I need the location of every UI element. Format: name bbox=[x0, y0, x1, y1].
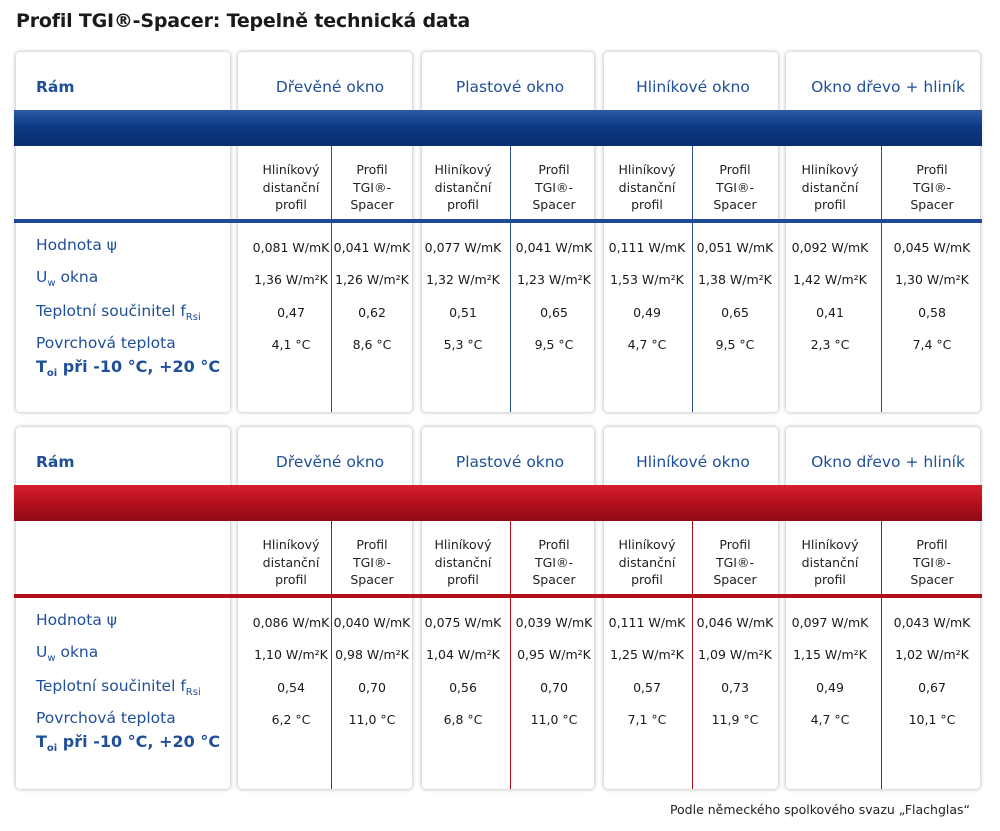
sub-header-line: TGI®- bbox=[715, 554, 755, 570]
data-cell-frsi: 0,70 bbox=[540, 680, 568, 695]
sub-header-line: Profil bbox=[356, 537, 388, 552]
data-cell-psi: 0,043 W/mK bbox=[893, 615, 971, 630]
frame-type-label: Hliníkové okno bbox=[636, 78, 750, 96]
frame-type-label: Okno dřevo + hliník bbox=[811, 453, 965, 471]
sub-header-line: TGI®- bbox=[534, 179, 574, 195]
frame-card bbox=[422, 52, 594, 412]
frame-header-label: Rám bbox=[36, 453, 75, 471]
data-cell-psi: 0,077 W/mK bbox=[424, 240, 502, 255]
row-label-uw bbox=[36, 268, 98, 289]
sub-header-line: Hliníkový bbox=[618, 537, 676, 552]
sub-header-line: TGI®- bbox=[912, 179, 952, 195]
sub-header-line: distanční bbox=[801, 554, 859, 570]
data-cell-psi: 0,045 W/mK bbox=[893, 240, 971, 255]
tgi-spacer-header bbox=[690, 536, 780, 589]
frame-card bbox=[786, 427, 980, 789]
data-cell-psi: 0,111 W/mK bbox=[608, 240, 686, 255]
sub-header-line: TGI®- bbox=[352, 179, 392, 195]
row-label-surface-temp: Povrchová teplota bbox=[36, 334, 176, 352]
sub-header-line: Spacer bbox=[532, 572, 576, 587]
column-divider bbox=[881, 521, 882, 789]
double-glazing-table bbox=[0, 52, 1000, 412]
sub-header-line: Hliníkový bbox=[262, 162, 320, 177]
data-cell-uw: 1,10 W/m²K bbox=[254, 647, 328, 662]
sub-header-line: TGI®- bbox=[912, 554, 952, 570]
sub-header-line: Profil bbox=[719, 537, 751, 552]
sub-header-line: distanční bbox=[618, 554, 676, 570]
sub-header-line: Profil bbox=[538, 537, 570, 552]
aluminium-spacer-header bbox=[785, 161, 875, 214]
aluminium-spacer-header bbox=[602, 161, 692, 214]
toi-symbol: T bbox=[36, 357, 47, 376]
frame-type-label: Hliníkové okno bbox=[636, 453, 750, 471]
glazing-band bbox=[14, 485, 982, 521]
glass-label: Dvojsklo bbox=[850, 61, 926, 79]
data-cell-psi: 0,040 W/mK bbox=[333, 615, 411, 630]
data-cell-uw: 0,95 W/m²K bbox=[517, 647, 591, 662]
data-cell-frsi: 0,70 bbox=[358, 680, 386, 695]
sub-header-line: Spacer bbox=[910, 572, 954, 587]
frame-type-label: Dřevěné okno bbox=[275, 78, 385, 96]
data-cell-psi: 0,097 W/mK bbox=[791, 615, 869, 630]
data-cell-temp: 6,8 °C bbox=[443, 712, 483, 727]
data-cell-uw: 1,04 W/m²K bbox=[426, 647, 500, 662]
row-label-frsi bbox=[36, 677, 201, 698]
data-cell-temp: 4,7 °C bbox=[810, 712, 850, 727]
glazing-type-label: Izolační dvojsklo bbox=[34, 61, 179, 79]
data-cell-temp: 4,1 °C bbox=[271, 337, 311, 352]
data-cell-frsi: 0,62 bbox=[358, 305, 386, 320]
data-cell-uw: 1,53 W/m²K bbox=[610, 272, 684, 287]
sub-header-line: Profil bbox=[916, 162, 948, 177]
sub-header-line: Spacer bbox=[350, 572, 394, 587]
uw-symbol: U bbox=[36, 643, 48, 661]
glass-label: Dvojsklo bbox=[292, 61, 368, 79]
sub-header-line: profil bbox=[275, 572, 307, 587]
sub-header-line: distanční bbox=[434, 179, 492, 195]
aluminium-spacer-header bbox=[418, 536, 508, 589]
row-label-psi: Hodnota ψ bbox=[36, 611, 118, 629]
sub-header-line: Profil bbox=[538, 162, 570, 177]
toi-symbol: T bbox=[36, 732, 47, 751]
data-cell-temp: 11,9 °C bbox=[711, 712, 759, 727]
tgi-spacer-header bbox=[509, 536, 599, 589]
uw-text: okna bbox=[55, 268, 99, 286]
data-cell-psi: 0,075 W/mK bbox=[424, 615, 502, 630]
data-cell-frsi: 0,51 bbox=[449, 305, 477, 320]
sub-header-line: Hliníkový bbox=[801, 162, 859, 177]
sub-header-line: TGI®- bbox=[534, 554, 574, 570]
glass-label: Dvojsklo bbox=[472, 61, 548, 79]
sub-header-line: Spacer bbox=[713, 197, 757, 212]
sub-header-line: profil bbox=[447, 197, 479, 212]
header-rule bbox=[14, 594, 982, 598]
data-cell-frsi: 0,57 bbox=[633, 680, 661, 695]
sub-header-line: TGI®- bbox=[715, 179, 755, 195]
toi-subscript: oi bbox=[46, 743, 58, 754]
data-cell-temp: 7,1 °C bbox=[627, 712, 667, 727]
aluminium-spacer-header bbox=[246, 161, 336, 214]
row-label-surface-temp-condition bbox=[36, 357, 220, 379]
glass-label: Dvojsklo bbox=[655, 61, 731, 79]
frame-type-label: Dřevěné okno bbox=[275, 453, 385, 471]
frame-header-label: Rám bbox=[36, 78, 75, 96]
data-cell-frsi: 0,54 bbox=[277, 680, 305, 695]
frame-type-label: Plastové okno bbox=[455, 78, 565, 96]
data-cell-temp: 7,4 °C bbox=[912, 337, 952, 352]
sub-header-line: distanční bbox=[262, 179, 320, 195]
data-cell-uw: 1,25 W/m²K bbox=[610, 647, 684, 662]
data-cell-temp: 4,7 °C bbox=[627, 337, 667, 352]
frame-card bbox=[238, 52, 412, 412]
frame-card bbox=[422, 427, 594, 789]
data-cell-temp: 2,3 °C bbox=[810, 337, 850, 352]
sub-header-line: distanční bbox=[434, 554, 492, 570]
header-rule bbox=[14, 219, 982, 223]
sub-header-line: Profil bbox=[719, 162, 751, 177]
sub-header-line: Hliníkový bbox=[618, 162, 676, 177]
data-cell-frsi: 0,58 bbox=[918, 305, 946, 320]
row-label-surface-temp: Povrchová teplota bbox=[36, 709, 176, 727]
aluminium-spacer-header bbox=[246, 536, 336, 589]
sub-header-line: Spacer bbox=[350, 197, 394, 212]
frame-card bbox=[238, 427, 412, 789]
frsi-text: Teplotní součinitel f bbox=[36, 677, 186, 695]
frame-card bbox=[786, 52, 980, 412]
data-cell-frsi: 0,41 bbox=[816, 305, 844, 320]
glass-label: Trojsklo bbox=[854, 436, 922, 454]
aluminium-spacer-header bbox=[418, 161, 508, 214]
data-cell-temp: 11,0 °C bbox=[348, 712, 396, 727]
glass-label: Trojsklo bbox=[476, 436, 544, 454]
sub-header-line: profil bbox=[275, 197, 307, 212]
frame-card bbox=[604, 52, 778, 412]
sub-header-line: distanční bbox=[801, 179, 859, 195]
toi-text: při -10 °C, +20 °C bbox=[57, 732, 221, 751]
data-cell-temp: 9,5 °C bbox=[534, 337, 574, 352]
row-label-psi: Hodnota ψ bbox=[36, 236, 118, 254]
data-cell-temp: 9,5 °C bbox=[715, 337, 755, 352]
tgi-spacer-header bbox=[509, 161, 599, 214]
frame-type-label: Plastové okno bbox=[455, 453, 565, 471]
data-cell-uw: 1,23 W/m²K bbox=[517, 272, 591, 287]
data-cell-psi: 0,111 W/mK bbox=[608, 615, 686, 630]
data-cell-psi: 0,086 W/mK bbox=[252, 615, 330, 630]
frame-type-label: Okno dřevo + hliník bbox=[811, 78, 965, 96]
data-cell-frsi: 0,65 bbox=[721, 305, 749, 320]
uw-symbol: U bbox=[36, 268, 48, 286]
sub-header-line: Hliníkový bbox=[262, 537, 320, 552]
sub-header-line: Hliníkový bbox=[434, 162, 492, 177]
row-label-frsi bbox=[36, 302, 201, 323]
data-cell-temp: 11,0 °C bbox=[530, 712, 578, 727]
uw-text: okna bbox=[55, 643, 99, 661]
tgi-spacer-header bbox=[690, 161, 780, 214]
sub-header-line: Hliníkový bbox=[801, 537, 859, 552]
data-cell-temp: 5,3 °C bbox=[443, 337, 483, 352]
sub-header-line: TGI®- bbox=[352, 554, 392, 570]
sub-header-line: profil bbox=[447, 572, 479, 587]
data-cell-uw: 1,36 W/m²K bbox=[254, 272, 328, 287]
sub-header-line: Spacer bbox=[532, 197, 576, 212]
data-cell-uw: 1,15 W/m²K bbox=[793, 647, 867, 662]
source-footnote: Podle německého spolkového svazu „Flachglas“ bbox=[669, 802, 970, 817]
glazing-band bbox=[14, 110, 982, 146]
data-cell-temp: 10,1 °C bbox=[908, 712, 956, 727]
data-cell-frsi: 0,49 bbox=[633, 305, 661, 320]
data-cell-frsi: 0,56 bbox=[449, 680, 477, 695]
data-cell-temp: 6,2 °C bbox=[271, 712, 311, 727]
data-cell-uw: 1,32 W/m²K bbox=[426, 272, 500, 287]
sub-header-line: profil bbox=[631, 197, 663, 212]
row-label-uw bbox=[36, 643, 98, 664]
row-label-surface-temp-condition bbox=[36, 732, 220, 754]
column-divider bbox=[881, 146, 882, 412]
tgi-spacer-header bbox=[327, 161, 417, 214]
data-cell-frsi: 0,73 bbox=[721, 680, 749, 695]
tgi-spacer-header bbox=[327, 536, 417, 589]
data-cell-uw: 1,26 W/m²K bbox=[335, 272, 409, 287]
sub-header-line: Profil bbox=[356, 162, 388, 177]
frsi-subscript: Rsi bbox=[185, 687, 201, 698]
sub-header-line: distanční bbox=[262, 554, 320, 570]
data-cell-uw: 1,42 W/m²K bbox=[793, 272, 867, 287]
data-cell-psi: 0,081 W/mK bbox=[252, 240, 330, 255]
frsi-subscript: Rsi bbox=[185, 312, 201, 323]
frsi-text: Teplotní součinitel f bbox=[36, 302, 186, 320]
glass-label: Trojsklo bbox=[296, 436, 364, 454]
toi-text: při -10 °C, +20 °C bbox=[57, 357, 221, 376]
data-cell-temp: 8,6 °C bbox=[352, 337, 392, 352]
data-cell-frsi: 0,65 bbox=[540, 305, 568, 320]
sub-header-line: Hliníkový bbox=[434, 537, 492, 552]
sub-header-line: profil bbox=[814, 572, 846, 587]
page-title: Profil TGI®-Spacer: Tepelně technická data bbox=[16, 10, 471, 32]
data-cell-uw: 1,38 W/m²K bbox=[698, 272, 772, 287]
sub-header-line: Spacer bbox=[910, 197, 954, 212]
data-cell-uw: 1,30 W/m²K bbox=[895, 272, 969, 287]
sub-header-line: distanční bbox=[618, 179, 676, 195]
sub-header-line: Spacer bbox=[713, 572, 757, 587]
frame-card bbox=[604, 427, 778, 789]
data-cell-uw: 1,02 W/m²K bbox=[895, 647, 969, 662]
uw-subscript: w bbox=[47, 653, 56, 664]
sub-header-line: profil bbox=[631, 572, 663, 587]
glazing-type-label: Izolační trojsklo bbox=[34, 436, 173, 454]
data-cell-frsi: 0,49 bbox=[816, 680, 844, 695]
tgi-spacer-header bbox=[887, 536, 977, 589]
data-cell-psi: 0,092 W/mK bbox=[791, 240, 869, 255]
data-cell-frsi: 0,67 bbox=[918, 680, 946, 695]
triple-glazing-table bbox=[0, 427, 1000, 789]
sub-header-line: Profil bbox=[916, 537, 948, 552]
sub-header-line: profil bbox=[814, 197, 846, 212]
data-cell-psi: 0,041 W/mK bbox=[515, 240, 593, 255]
glass-label: Trojsklo bbox=[659, 436, 727, 454]
tgi-spacer-header bbox=[887, 161, 977, 214]
data-cell-psi: 0,039 W/mK bbox=[515, 615, 593, 630]
data-cell-frsi: 0,47 bbox=[277, 305, 305, 320]
data-cell-psi: 0,051 W/mK bbox=[696, 240, 774, 255]
data-cell-uw: 0,98 W/m²K bbox=[335, 647, 409, 662]
aluminium-spacer-header bbox=[785, 536, 875, 589]
data-cell-uw: 1,09 W/m²K bbox=[698, 647, 772, 662]
aluminium-spacer-header bbox=[602, 536, 692, 589]
data-cell-psi: 0,046 W/mK bbox=[696, 615, 774, 630]
toi-subscript: oi bbox=[46, 368, 58, 379]
data-cell-psi: 0,041 W/mK bbox=[333, 240, 411, 255]
uw-subscript: w bbox=[47, 278, 56, 289]
